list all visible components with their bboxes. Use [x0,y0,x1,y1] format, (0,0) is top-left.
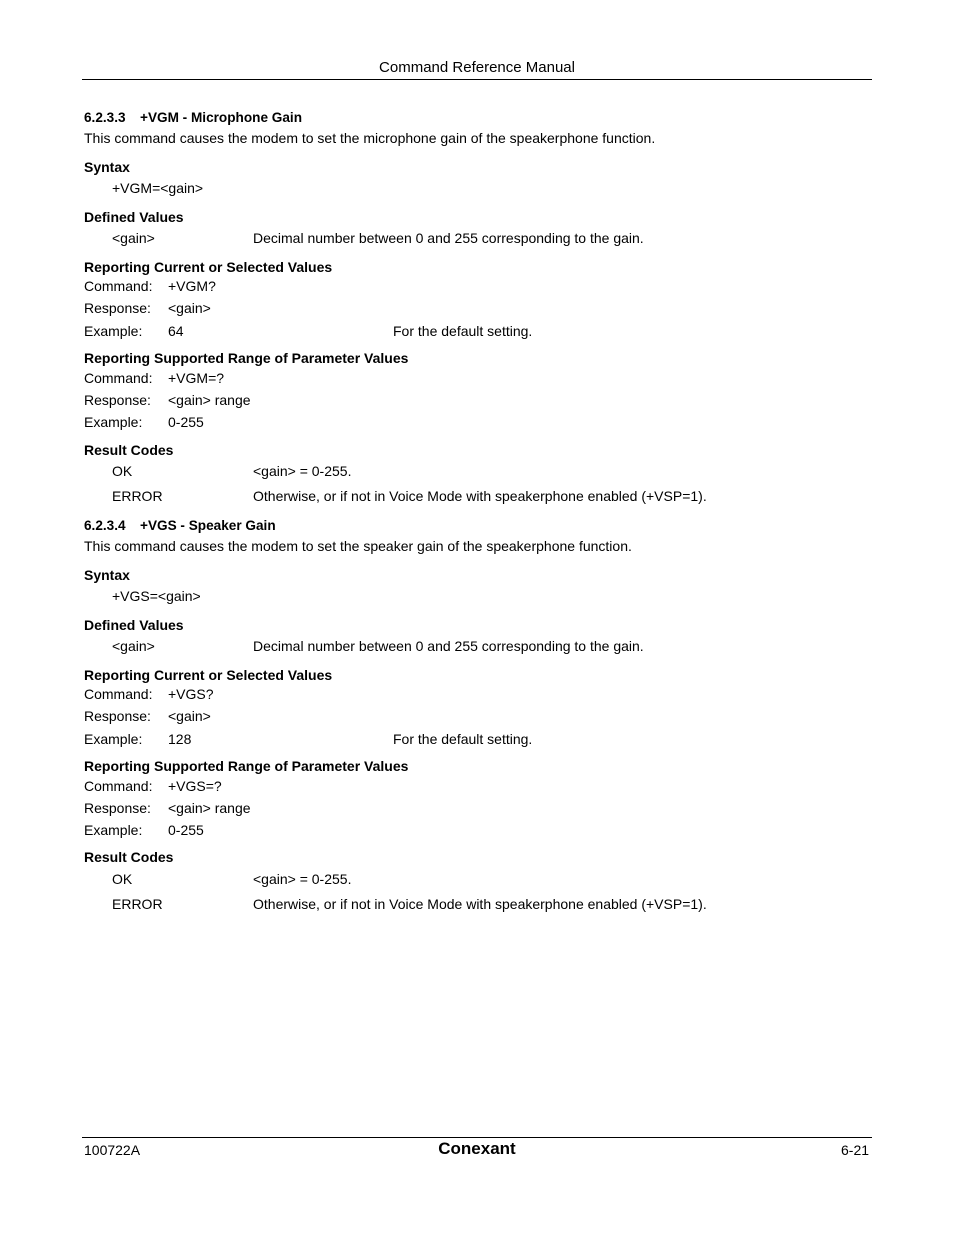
footer-rule [82,1137,872,1138]
cur-example-vgs: 128 [168,731,192,747]
cur-response-vgm: <gain> [168,300,211,316]
param-desc-vgs: Decimal number between 0 and 255 corresponding to the gain. [253,638,644,654]
syntax-label-vgs: Syntax [84,567,130,583]
cur-example-vgm: 64 [168,323,184,339]
footer-doc-number: 100722A [84,1142,141,1158]
range-label-vgs: Reporting Supported Range of Parameter Values [84,758,409,774]
rng-command-label-vgs: Command: [84,778,153,794]
cur-command-vgs: +VGS? [168,686,214,702]
footer-page-number: 6-21 [841,1142,870,1158]
cur-response-label-vgs: Response: [84,708,151,724]
result-ok-desc-vgm: <gain> = 0-255. [253,463,352,479]
rng-command-vgs: +VGS=? [168,778,222,794]
rng-response-vgm: <gain> range [168,392,251,408]
rng-response-label-vgs: Response: [84,800,151,816]
defined-values-label-vgm: Defined Values [84,209,184,225]
cur-example-note-vgs: For the default setting. [393,731,533,747]
result-error-desc-vgm: Otherwise, or if not in Voice Mode with speakerphone enabled (+VSP=1). [253,488,707,504]
cur-command-vgm: +VGM? [168,278,216,294]
rng-response-label-vgm: Response: [84,392,151,408]
current-values-label-vgs: Reporting Current or Selected Values [84,667,333,683]
rng-example-vgm: 0-255 [168,414,204,430]
page-header-title: Command Reference Manual [379,59,575,76]
result-error-vgm: ERROR [112,488,163,504]
cur-command-label-vgs: Command: [84,686,153,702]
section-intro-vgm: This command causes the modem to set the microphone gain of the speakerphone function. [84,130,656,146]
rng-command-vgm: +VGM=? [168,370,225,386]
footer-brand: Conexant [438,1139,516,1158]
param-name-vgs: <gain> [112,638,155,654]
result-codes-label-vgm: Result Codes [84,442,174,458]
result-error-desc-vgs: Otherwise, or if not in Voice Mode with speakerphone enabled (+VSP=1). [253,896,707,912]
rng-response-vgs: <gain> range [168,800,251,816]
defined-values-label-vgs: Defined Values [84,617,184,633]
cur-example-label-vgm: Example: [84,323,143,339]
cur-example-note-vgm: For the default setting. [393,323,533,339]
current-values-label-vgm: Reporting Current or Selected Values [84,259,333,275]
rng-command-label-vgm: Command: [84,370,153,386]
cur-response-label-vgm: Response: [84,300,151,316]
range-label-vgm: Reporting Supported Range of Parameter Values [84,350,409,366]
result-error-vgs: ERROR [112,896,163,912]
param-desc-vgm: Decimal number between 0 and 255 corresponding to the gain. [253,230,644,246]
cur-command-label-vgm: Command: [84,278,153,294]
result-ok-vgs: OK [112,871,133,887]
section-number-vgs: 6.2.3.4 [84,518,126,533]
section-title-vgs: +VGS - Speaker Gain [140,518,276,533]
section-number-vgm: 6.2.3.3 [84,110,126,125]
rng-example-label-vgs: Example: [84,822,143,838]
section-intro-vgs: This command causes the modem to set the speaker gain of the speakerphone function. [84,538,632,554]
cur-response-vgs: <gain> [168,708,211,724]
syntax-label-vgm: Syntax [84,159,130,175]
syntax-vgs: +VGS=<gain> [112,588,201,604]
header-rule [82,79,872,80]
syntax-vgm: +VGM=<gain> [112,180,204,196]
result-ok-vgm: OK [112,463,133,479]
cur-example-label-vgs: Example: [84,731,143,747]
result-ok-desc-vgs: <gain> = 0-255. [253,871,352,887]
rng-example-vgs: 0-255 [168,822,204,838]
result-codes-label-vgs: Result Codes [84,849,174,865]
rng-example-label-vgm: Example: [84,414,143,430]
param-name-vgm: <gain> [112,230,155,246]
section-title-vgm: +VGM - Microphone Gain [140,110,303,125]
